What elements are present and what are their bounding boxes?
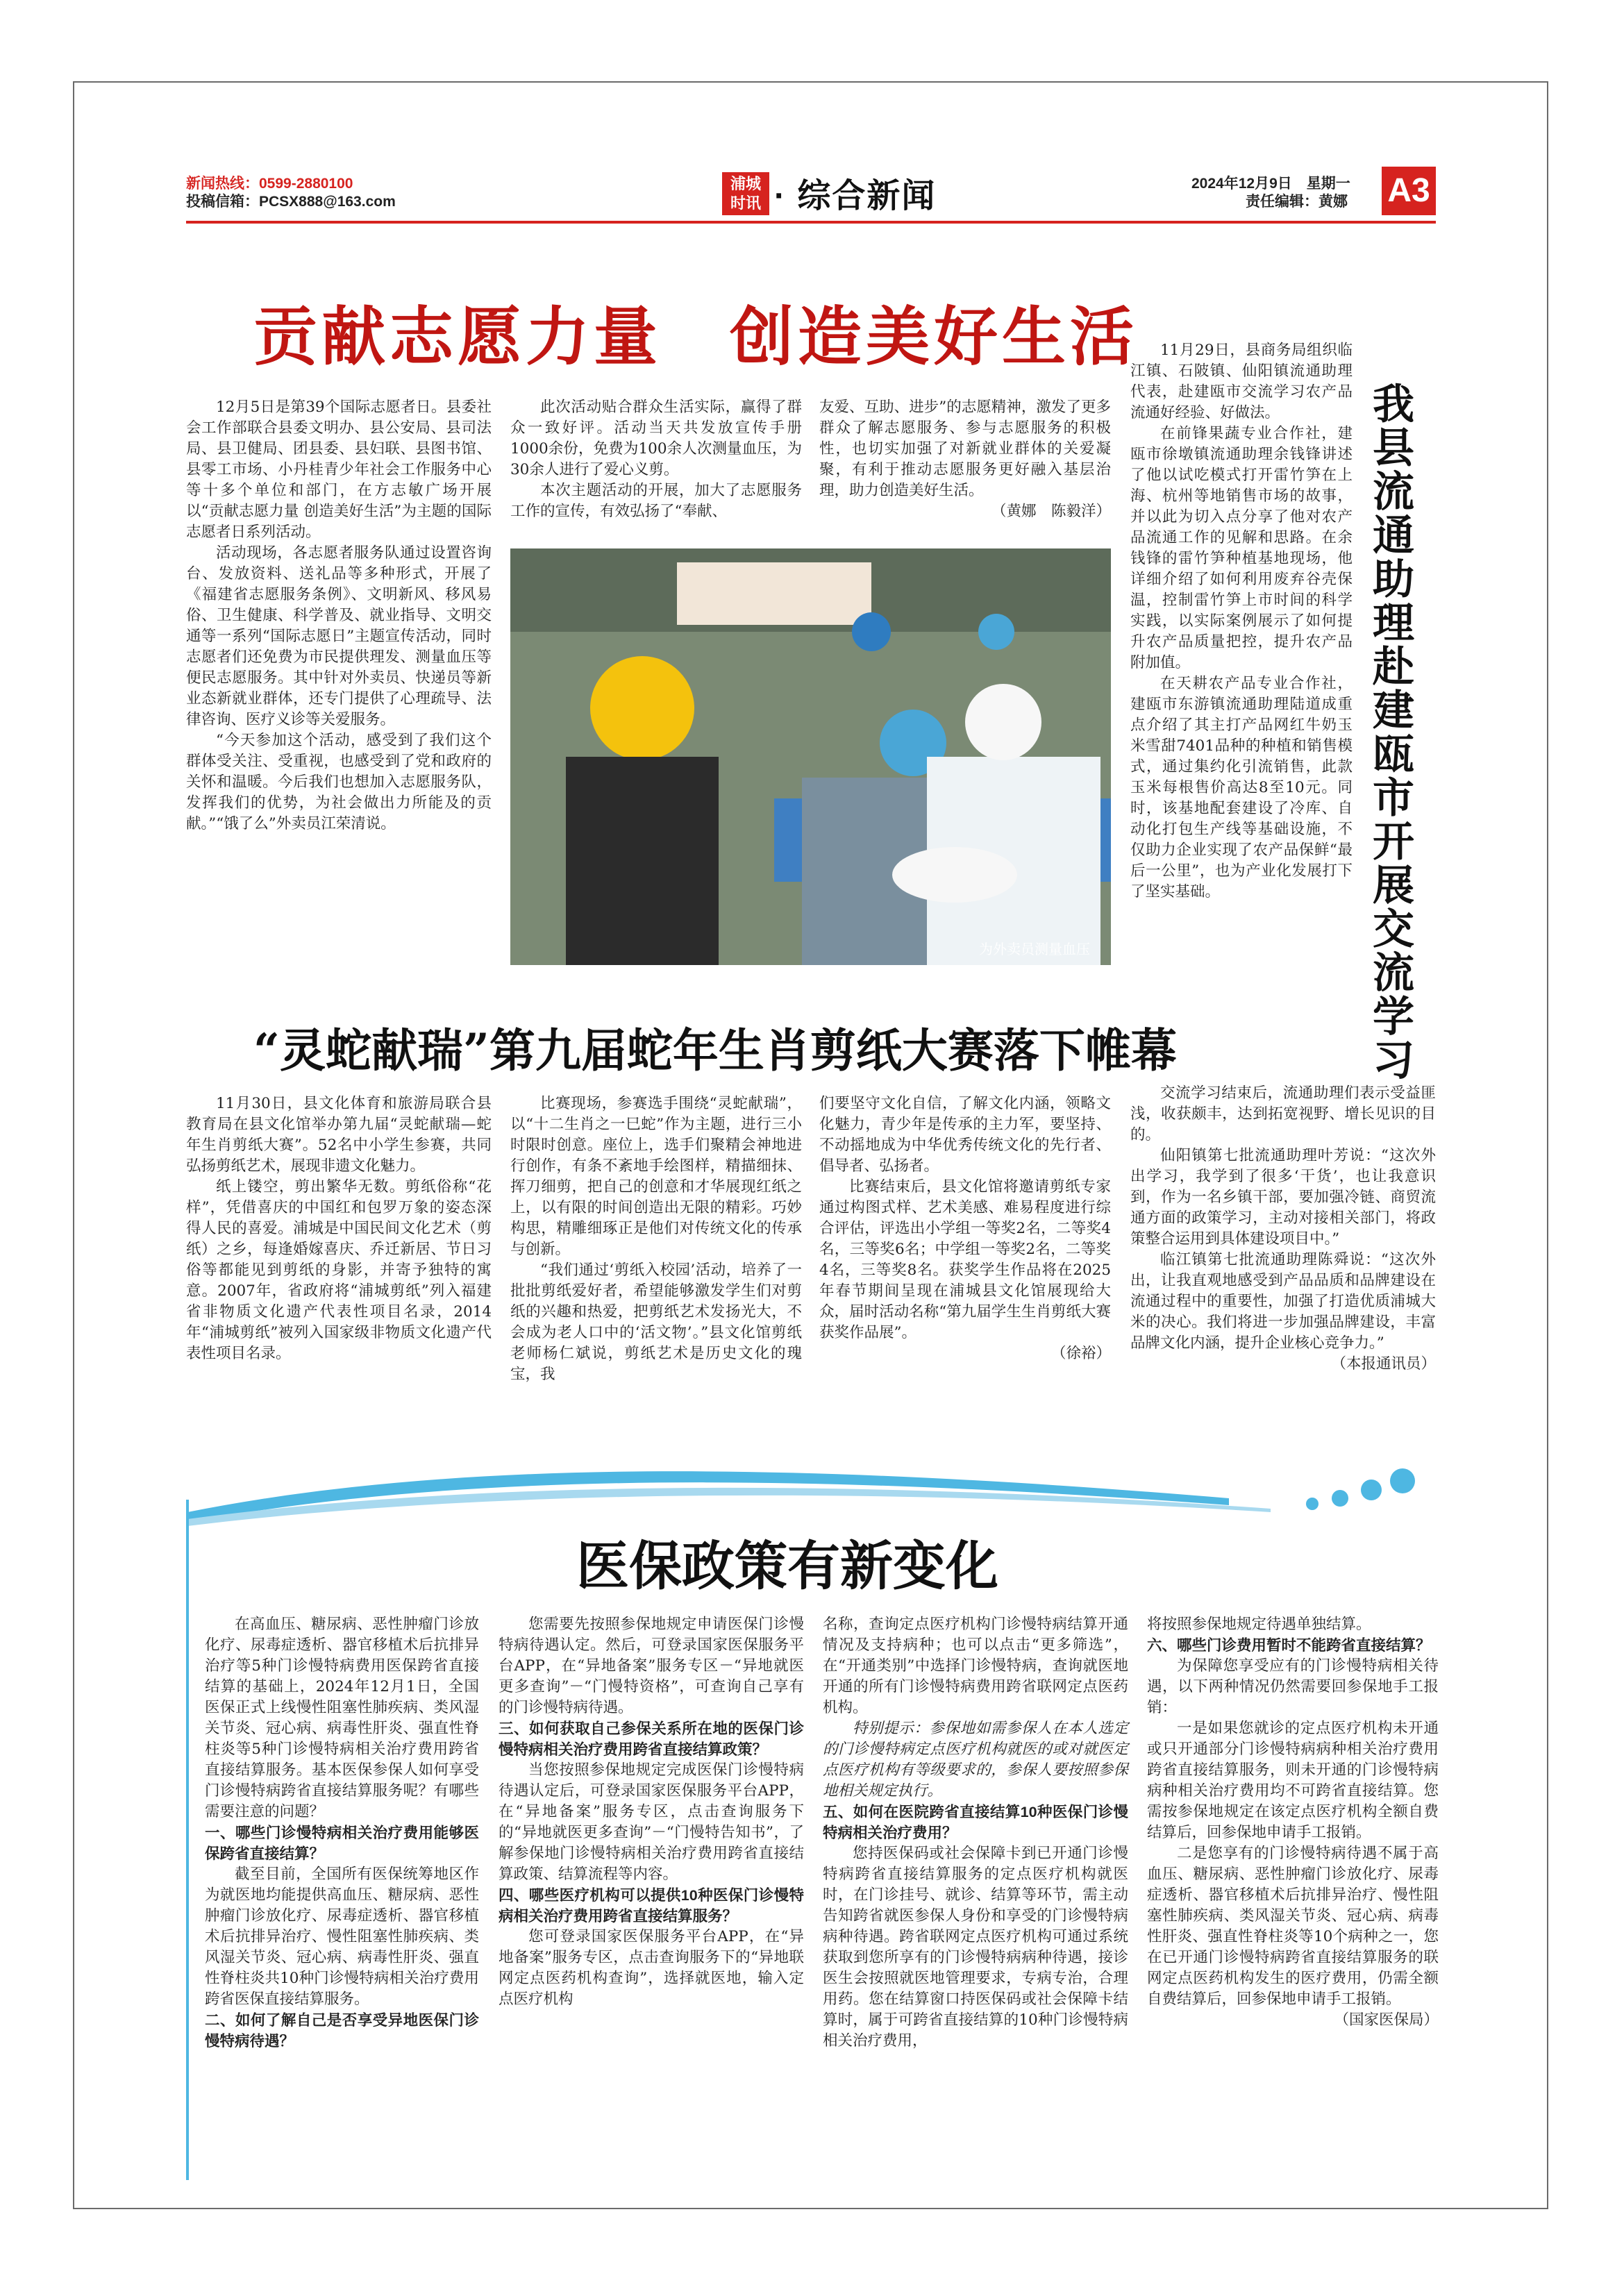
left-accent-line: [186, 1500, 189, 2180]
article4-paragraph: 当您按照参保地规定完成医保门诊慢特病待遇认定后，可登录国家医保服务平台APP，在“异地备案”服务专区，点击查询服务下的“异地就医更多查询”－“门慢特告知书”，了解参保地门诊慢特病相关治疗费用跨省直接结算政策、结算流程等内容。: [499, 1761, 804, 1883]
newspaper-logo: [722, 172, 769, 215]
header-rule: [186, 221, 1436, 224]
section-title: · 综合新闻: [774, 178, 937, 215]
article1-byline: （黄娜 陈毅洋）: [991, 503, 1111, 520]
submission-email: 投稿信箱：PCSX888@163.com: [186, 194, 396, 210]
article3-paragraph: 在前锋果蔬专业合作社，建瓯市徐墩镇流通助理余钱锋讲述了他以试吃模式打开雷竹笋在上海、杭州等地销售市场的故事，并以此为切入点分享了他对农产品流通工作的见解和思路。在余钱锋的雷竹笋种植基地现场，他详细介绍了如何利用废弃谷壳保温，控制雷竹笋上市时间的科学实践，以实际案例展示了如何提升农产品质量把控，提升农产品附加值。: [1130, 425, 1353, 671]
article4-byline: （国家医保局）: [1334, 2011, 1439, 2029]
article4-subheading: 一、哪些门诊慢特病相关治疗费用能够医保跨省直接结算？: [205, 1825, 479, 1862]
article4-special-note: 特别提示：参保地如需参保人在本人选定的门诊慢特病定点医疗机构就医的或对就医定点医疗机构有等级要求的，参保人要按照参保地相关规定执行。: [823, 1720, 1128, 1800]
article4-paragraph: 在高血压、糖尿病、恶性肿瘤门诊放化疗、尿毒症透析、器官移植术后抗排异治疗等5种门诊慢特病费用医保跨省直接结算的基础上，2024年12月1日，全国医保正式上线慢性阻塞性肺疾病、类风湿关节炎、冠心病、病毒性肝炎、强直性脊柱炎等5种门诊慢特病相关治疗费用跨省直接结算服务。基本医保参保人如何享受门诊慢特病跨省直接结算服务呢？有哪些需要注意的问题？: [205, 1616, 479, 1820]
article4-col2: [499, 1614, 804, 2010]
photo-illustration: [510, 548, 1111, 965]
article4-subheading: 二、如何了解自己是否享受异地医保门诊慢特病待遇？: [205, 2012, 479, 2050]
article1-paragraph: 此次活动贴合群众生活实际，赢得了群众一致好评。活动当天共发放宣传手册1000余份，免费为100余人次测量血压，为30余人进行了爱心义剪。: [510, 399, 802, 478]
article1-headline: 贡献志愿力量 创造美好生活: [253, 302, 1139, 373]
article1-col3: [819, 397, 1111, 522]
article4-col1: [205, 1614, 479, 2052]
masthead-contact: [186, 175, 396, 211]
article4-paragraph: 名称，查询定点医疗机构门诊慢特病结算开通情况及支持病种；也可以点击“更多筛选”，在“开通类别”中选择门诊慢特病，查询就医地开通的所有门诊慢特病费用跨省联网定点医药机构。: [823, 1616, 1128, 1716]
article1-paragraph: 本次主题活动的开展，加大了志愿服务工作的宣传，有效弘扬了“奉献、: [510, 482, 802, 520]
article2-paragraph: 11月30日，县文化体育和旅游局联合县教育局在县文化馆举办第九届“灵蛇献瑞—蛇年生肖剪纸大赛”。52名中小学生参赛，共同弘扬剪纸艺术，展现非遗文化魅力。: [186, 1095, 492, 1175]
article4-col3: [823, 1614, 1128, 2052]
article1-paragraph: 活动现场，各志愿者服务队通过设置咨询台、发放资料、送礼品等多种形式，开展了《福建省志愿服务条例》、文明新风、移风易俗、卫生健康、科学普及、就业指导、文明交通等一系列“国际志愿日”主题宣传活动，同时志愿者们还免费为市民提供理发、测量血压等便民志愿服务。其中针对外卖员、快递员等新业态新就业群体，还专门提供了心理疏导、法律咨询、医疗义诊等关爱服务。: [186, 544, 492, 728]
article2-byline: （徐裕）: [1050, 1345, 1111, 1362]
article3-paragraph: 在天耕农产品专业合作社，建瓯市东游镇流通助理陆道成重点介绍了其主打产品网红牛奶玉米雪甜7401品种的种植和销售模式，通过集约化引流销售，此款玉米每根售价高达8至10元。同时，该基地配套建设了冷库、自动化打包生产线等基础设施，不仅助力企业实现了农产品保鲜“最后一公里”，也为产业化发展打下了坚实基础。: [1130, 675, 1353, 900]
article4-paragraph: 您可登录国家医保服务平台APP，在“异地备案”服务专区，点击查询服务下的“异地联网定点医药机构查询”，选择就医地，输入定点医疗机构: [499, 1928, 804, 2008]
article2-col2: [510, 1093, 802, 1385]
article4-paragraph: 一是如果您就诊的定点医疗机构未开通或只开通部分门诊慢特病病种相关治疗费用跨省直接结算服务，则未开通的门诊慢特病病种相关治疗费用均不可跨省直接结算。您需按参保地规定在该定点医疗机构全额自费结算后，回参保地申请手工报销。: [1147, 1720, 1439, 1841]
article4-subheading: 六、哪些门诊费用暂时不能跨省直接结算？: [1147, 1637, 1431, 1654]
article2-col3: [819, 1093, 1111, 1364]
article3-paragraph: 11月29日，县商务局组织临江镇、石陂镇、仙阳镇流通助理代表，赴建瓯市交流学习农产品流通好经验、好做法。: [1130, 342, 1353, 421]
article3-col-lower: [1130, 1083, 1436, 1375]
article4-headline: 医保政策有新变化: [576, 1535, 998, 1597]
article1-col2: [510, 397, 802, 522]
article1-paragraph: 友爱、互助、进步”的志愿精神，激发了更多群众了解志愿服务、参与志愿服务的积极性，也切实加强了对新就业群体的关爱凝聚，有利于推动志愿服务更好融入基层治理，助力创造美好生活。: [819, 399, 1111, 499]
article3-paragraph: 仙阳镇第七批流通助理叶芳说：“这次外出学习，我学到了很多‘干货’，也让我意识到，作为一名乡镇干部，要加强冷链、商贸流通方面的政策学习，主动对接相关部门，将政策整合运用到具体建设项目中。”: [1130, 1147, 1436, 1248]
article4-paragraph: 将按照参保地规定待遇单独结算。: [1147, 1616, 1371, 1633]
article2-paragraph: “我们通过‘剪纸入校园’活动，培养了一批批剪纸爱好者，希望能够激发学生们对剪纸的兴趣和热爱，把剪纸艺术发扬光大，不会成为老人口中的‘活文物’。”县文化馆剪纸老师杨仁斌说，剪纸艺术是历史文化的瑰宝，我: [510, 1262, 802, 1383]
article3-paragraph: 临江镇第七批流通助理陈舜说：“这次外出，让我直观地感受到产品品质和品牌建设在流通过程中的重要性，加强了打造优质浦城大米的决心。我们将进一步加强品牌建设，丰富品牌文化内涵，提升企业核心竞争力。”: [1130, 1251, 1436, 1352]
article3-col-upper: [1130, 340, 1353, 903]
article4-paragraph: 为保障您享受应有的门诊慢特病相关待遇，以下两种情况仍然需要回参保地手工报销：: [1147, 1657, 1439, 1716]
news-hotline: 新闻热线：0599-2880100: [186, 176, 353, 192]
issue-date: 2024年12月9日 星期一: [1191, 176, 1350, 192]
article4-col4: [1147, 1614, 1439, 2031]
responsible-editor: 责任编辑：黄娜: [1246, 194, 1348, 210]
masthead-date-editor: [1191, 175, 1350, 211]
wave-divider: [187, 1450, 1423, 1526]
article4-subheading: 五、如何在医院跨省直接结算10种医保门诊慢特病相关治疗费用？: [823, 1804, 1128, 1841]
article3-headline: 我县流通助理赴建瓯市开展交流学习: [1366, 382, 1414, 1082]
article2-headline: “灵蛇献瑞”第九届蛇年生肖剪纸大赛落下帷幕: [253, 1023, 1177, 1078]
article1-paragraph: 12月5日是第39个国际志愿者日。县委社会工作部联合县委文明办、县公安局、县司法局、县卫健局、团县委、县妇联、县图书馆、县零工市场、小丹桂青少年社会工作服务中心等十多个单位和部门，在方志敏广场开展以“贡献志愿力量 创造美好生活”为主题的国际志愿者日系列活动。: [186, 399, 492, 541]
photo-caption: 为外卖员测量血压: [979, 942, 1090, 957]
article4-paragraph: 您持医保码或社会保障卡到已开通门诊慢特病跨省直接结算服务的定点医疗机构就医时，在门诊挂号、就诊、结算等环节，需主动告知跨省就医参保人身份和享受的门诊慢特病病种待遇。跨省联网定点医疗机构可通过系统获取到您所享有的门诊慢特病病种待遇，接诊医生会按照就医地管理要求，专病专治，合理用药。您在结算窗口持医保码或社会保障卡结算时，属于可跨省直接结算的10种门诊慢特病相关治疗费用，: [823, 1845, 1128, 2050]
article1-col1: [186, 397, 492, 835]
article3-byline: （本报通讯员）: [1331, 1355, 1436, 1373]
logo-line-2: 时讯: [730, 194, 761, 212]
article4-subheading: 三、如何获取自己参保关系所在地的医保门诊慢特病相关治疗费用跨省直接结算政策？: [499, 1720, 804, 1758]
article4-subheading: 四、哪些医疗机构可以提供10种医保门诊慢特病相关治疗费用跨省直接结算服务？: [499, 1887, 804, 1925]
article4-paragraph: 您需要先按照参保地规定申请医保门诊慢特病待遇认定。然后，可登录国家医保服务平台APP，在“异地备案”服务专区－“异地就医更多查询”－“门慢特资格”，可查询自己享有的门诊慢特病待遇。: [499, 1616, 804, 1716]
article2-paragraph: 比赛结束后，县文化馆将邀请剪纸专家通过构图式样、艺术美感、难易程度进行综合评估，评选出小学组一等奖2名，二等奖4名，三等奖6名；中学组一等奖2名，二等奖4名，三等奖8名。获奖学生作品将在2025年春节期间呈现在浦城县文化馆展现给大众，届时活动名称“第九届学生生肖剪纸大赛获奖作品展”。: [819, 1178, 1111, 1341]
logo-line-1: 浦城: [730, 175, 761, 192]
article4-paragraph: 二是您享有的门诊慢特病待遇不属于高血压、糖尿病、恶性肿瘤门诊放化疗、尿毒症透析、器官移植术后抗排异治疗、慢性阻塞性肺疾病、类风湿关节炎、冠心病、病毒性肝炎、强直性脊柱炎等10个病种之一，您在已开通门诊慢特病跨省直接结算服务的联网定点医药机构发生的医疗费用，仍需全额自费结算后，回参保地申请手工报销。: [1147, 1845, 1439, 2008]
article1-paragraph: “今天参加这个活动，感受到了我们这个群体受关注、受重视，也感受到了党和政府的关怀和温暖。今后我们也想加入志愿服务队，发挥我们的优势，为社会做出力所能及的贡献。”“饿了么”外卖员江荣清说。: [186, 732, 492, 832]
page-number-badge: A3: [1382, 167, 1436, 215]
article4-paragraph: 截至目前，全国所有医保统筹地区作为就医地均能提供高血压、糖尿病、恶性肿瘤门诊放化疗、尿毒症透析、器官移植术后抗排异治疗、慢性阻塞性肺疾病、类风湿关节炎、冠心病、病毒性肝炎、强直性脊柱炎共10种门诊慢特病相关治疗费用跨省医保直接结算服务。: [205, 1866, 479, 2008]
article2-col1: [186, 1093, 492, 1364]
article2-paragraph: 纸上镂空，剪出繁华无数。剪纸俗称“花样”，凭借喜庆的中国红和包罗万象的姿态深得人民的喜爱。浦城是中国民间文化艺术（剪纸）之乡，每逢婚嫁喜庆、乔迁新居、节日习俗等都能见到剪纸的身影，并寄予独特的寓意。2007年，省政府将“浦城剪纸”列入福建省非物质文化遗产代表性项目名录，2014年“浦城剪纸”被列入国家级非物质文化遗产代表性项目名录。: [186, 1178, 492, 1362]
article3-paragraph: 交流学习结束后，流通助理们表示受益匪浅，收获颇丰，达到拓宽视野、增长见识的目的。: [1130, 1084, 1436, 1143]
news-photo: [510, 548, 1111, 965]
article2-paragraph: 比赛现场，参赛选手围绕“灵蛇献瑞”，以“十二生肖之一巳蛇”作为主题，进行三小时限时创意。座位上，选手们聚精会神地进行创作，有条不紊地手绘图样，精描细抹、挥刀细剪，把自己的创意和才华展现红纸之上，以有限的时间创造出无限的精彩。巧妙构思，精雕细琢正是他们对传统文化的传承与创新。: [510, 1095, 802, 1258]
article2-paragraph: 们要坚守文化自信，了解文化内涵，领略文化魅力，青少年是传承的主力军，要坚持、不动摇地成为中华优秀传统文化的先行者、倡导者、弘扬者。: [819, 1095, 1111, 1175]
